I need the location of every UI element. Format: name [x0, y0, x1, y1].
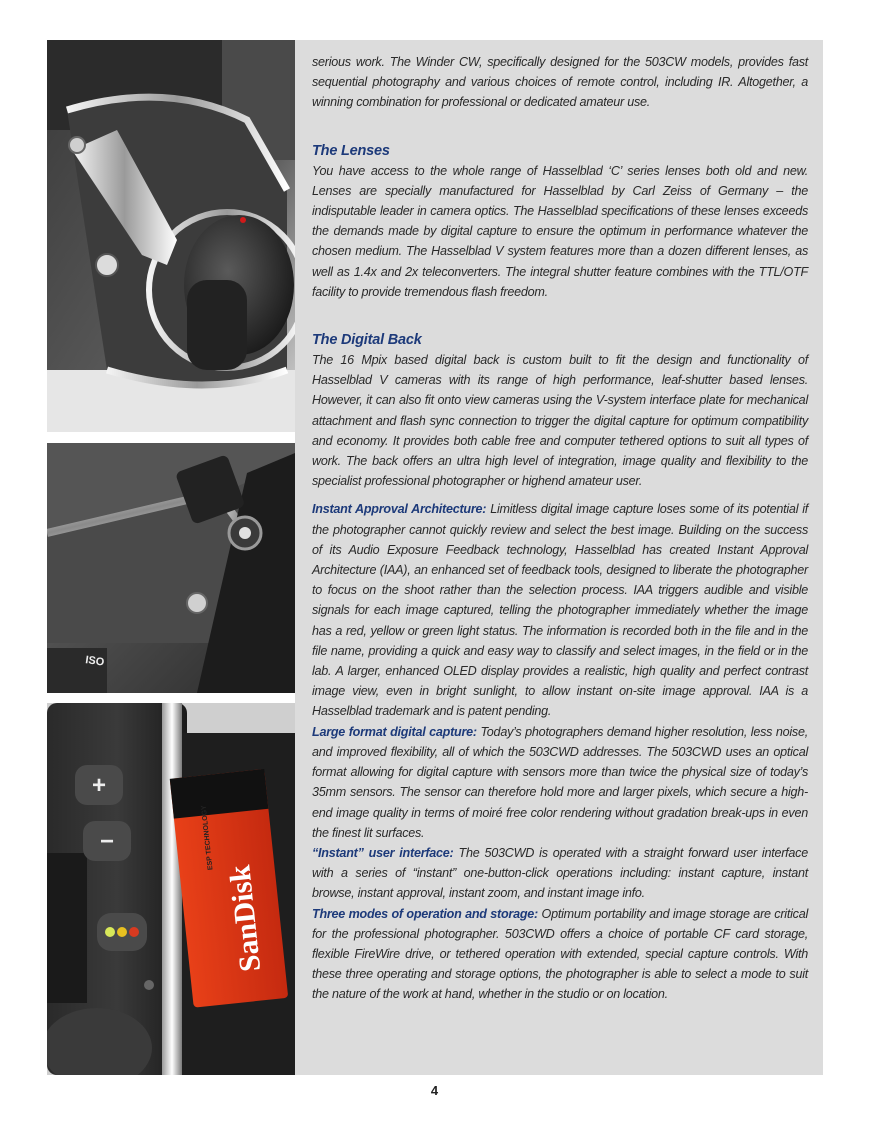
- feature-large-format-text: Today’s photographers demand higher resolution, less noise, and improved flexibility, all of which the 503CWD addresses. The 503CWD uses an optical format allowing for digital capture with sensors more than twice the physical size of today’s 35mm sensors. The sensor can therefore hold more and larger pixels, which secure a high-end image quality in terms of moiré free color rendering without gradation break-ups in even the finest lit surfaces.: [312, 724, 808, 840]
- feature-iaa-text: Limitless digital image capture loses some of its potential if the photographer cannot quickly review and select the best image. Building on the success of its Audio Exposure Feedback technology, Hasselblad has created Instant Approval Architecture (IAA), an enhanced set of feedback tools, designed to liberate the photographer to focus on the shoot rather than the selection process. IAA triggers audible and visible signals for each image captured, telling the photographer immediately whether the image has a red, yellow or green light status. The information is recorded both in the file and in the file name, providing a quick and easy way to classify and select images, in the field or in the lab. A larger, enhanced OLED display provides a realistic, high quality and perfect contrast image view, even in bright sunlight, to allow instant on-site image approval. IAA is a Hasselblad trademark and is patent pending.: [312, 502, 808, 719]
- feature-user-interface-lead: “Instant” user interface:: [312, 845, 454, 860]
- camera-photo-top: [47, 40, 295, 432]
- lenses-heading: The Lenses: [312, 142, 390, 159]
- camera-body-illustration: [47, 40, 295, 432]
- photo-column: [47, 40, 295, 1075]
- text-panel: [295, 40, 823, 1075]
- page-number: 4: [430, 1083, 439, 1098]
- feature-storage-modes: [312, 904, 808, 1005]
- camera-chrome-illustration: [47, 443, 295, 693]
- digital-back-illustration: [47, 703, 295, 1075]
- feature-large-format: [312, 722, 808, 843]
- feature-storage-modes-lead: Three modes of operation and storage:: [312, 906, 538, 921]
- svg-text:+: +: [91, 772, 107, 799]
- iso-label: ISO: [84, 654, 106, 669]
- article-body: [312, 52, 808, 1005]
- feature-iaa: [312, 499, 808, 721]
- feature-user-interface-text: The 503CWD is operated with a straight forward user interface with a series of “instant” one-button-click operations including: instant capture, instant browse, instant approval, instant zoom, and instant image info.: [312, 845, 808, 901]
- digital-back-photo: [47, 703, 295, 1075]
- feature-large-format-lead: Large format digital capture:: [312, 724, 477, 739]
- card-brand: SanDisk: [223, 863, 268, 974]
- svg-text:−: −: [99, 828, 115, 855]
- lenses-paragraph: You have access to the whole range of Hasselblad ‘C’ series lenses both old and new. Lenses are specially manufactured for Hasselblad by Carl Zeiss of Germany – the indisputable leader in camera optics. The Hasselblad specifications of these lenses exceeds the demands made by digital capture to ensure the optimum in performance whatever the chosen medium. The Hasselblad V system features more than a dozen different lenses, as well as 1.4x and 2x teleconverters. The integral shutter feature combines with the TTL/OTF facility to provide tremendous flash freedom.: [312, 163, 808, 299]
- feature-storage-modes-text: Optimum portability and image storage are critical for the professional photographer. 503CWD offers a choice of portable CF card storage, flexible FireWire drive, or tethered operation with extended, special capture controls. With these three operating and storage options, the photographer is able to select a mode to suit the nature of the work at hand, whether in the studio or on location.: [312, 906, 808, 1002]
- intro-paragraph: serious work. The Winder CW, specifically designed for the 503CW models, provides fast sequential photography and various choices of remote control, including IR. Altogether, a winning combination for professional or dedicated amateur use.: [312, 55, 808, 110]
- feature-iaa-lead: Instant Approval Architecture:: [312, 502, 487, 517]
- feature-user-interface: [312, 843, 808, 904]
- camera-photo-middle: [47, 443, 295, 693]
- digital-back-paragraph: The 16 Mpix based digital back is custom built to fit the design and functionality of Hasselblad V cameras with its range of high performance, leaf-shutter based lenses. However, it can also fit onto view cameras using the V-system interface plate for mechanical attachment and flash sync connection to trigger the digital capture for optimum compatibility and economy. It provides both cable free and computer tethered options to suit all types of work. The back offers an ultra high level of integration, image quality and flexibility to the specialist professional photographer or highend amateur user.: [312, 353, 808, 489]
- card-badge: ESP TECHNOLOGY: [200, 804, 215, 871]
- digital-back-heading: The Digital Back: [312, 332, 422, 349]
